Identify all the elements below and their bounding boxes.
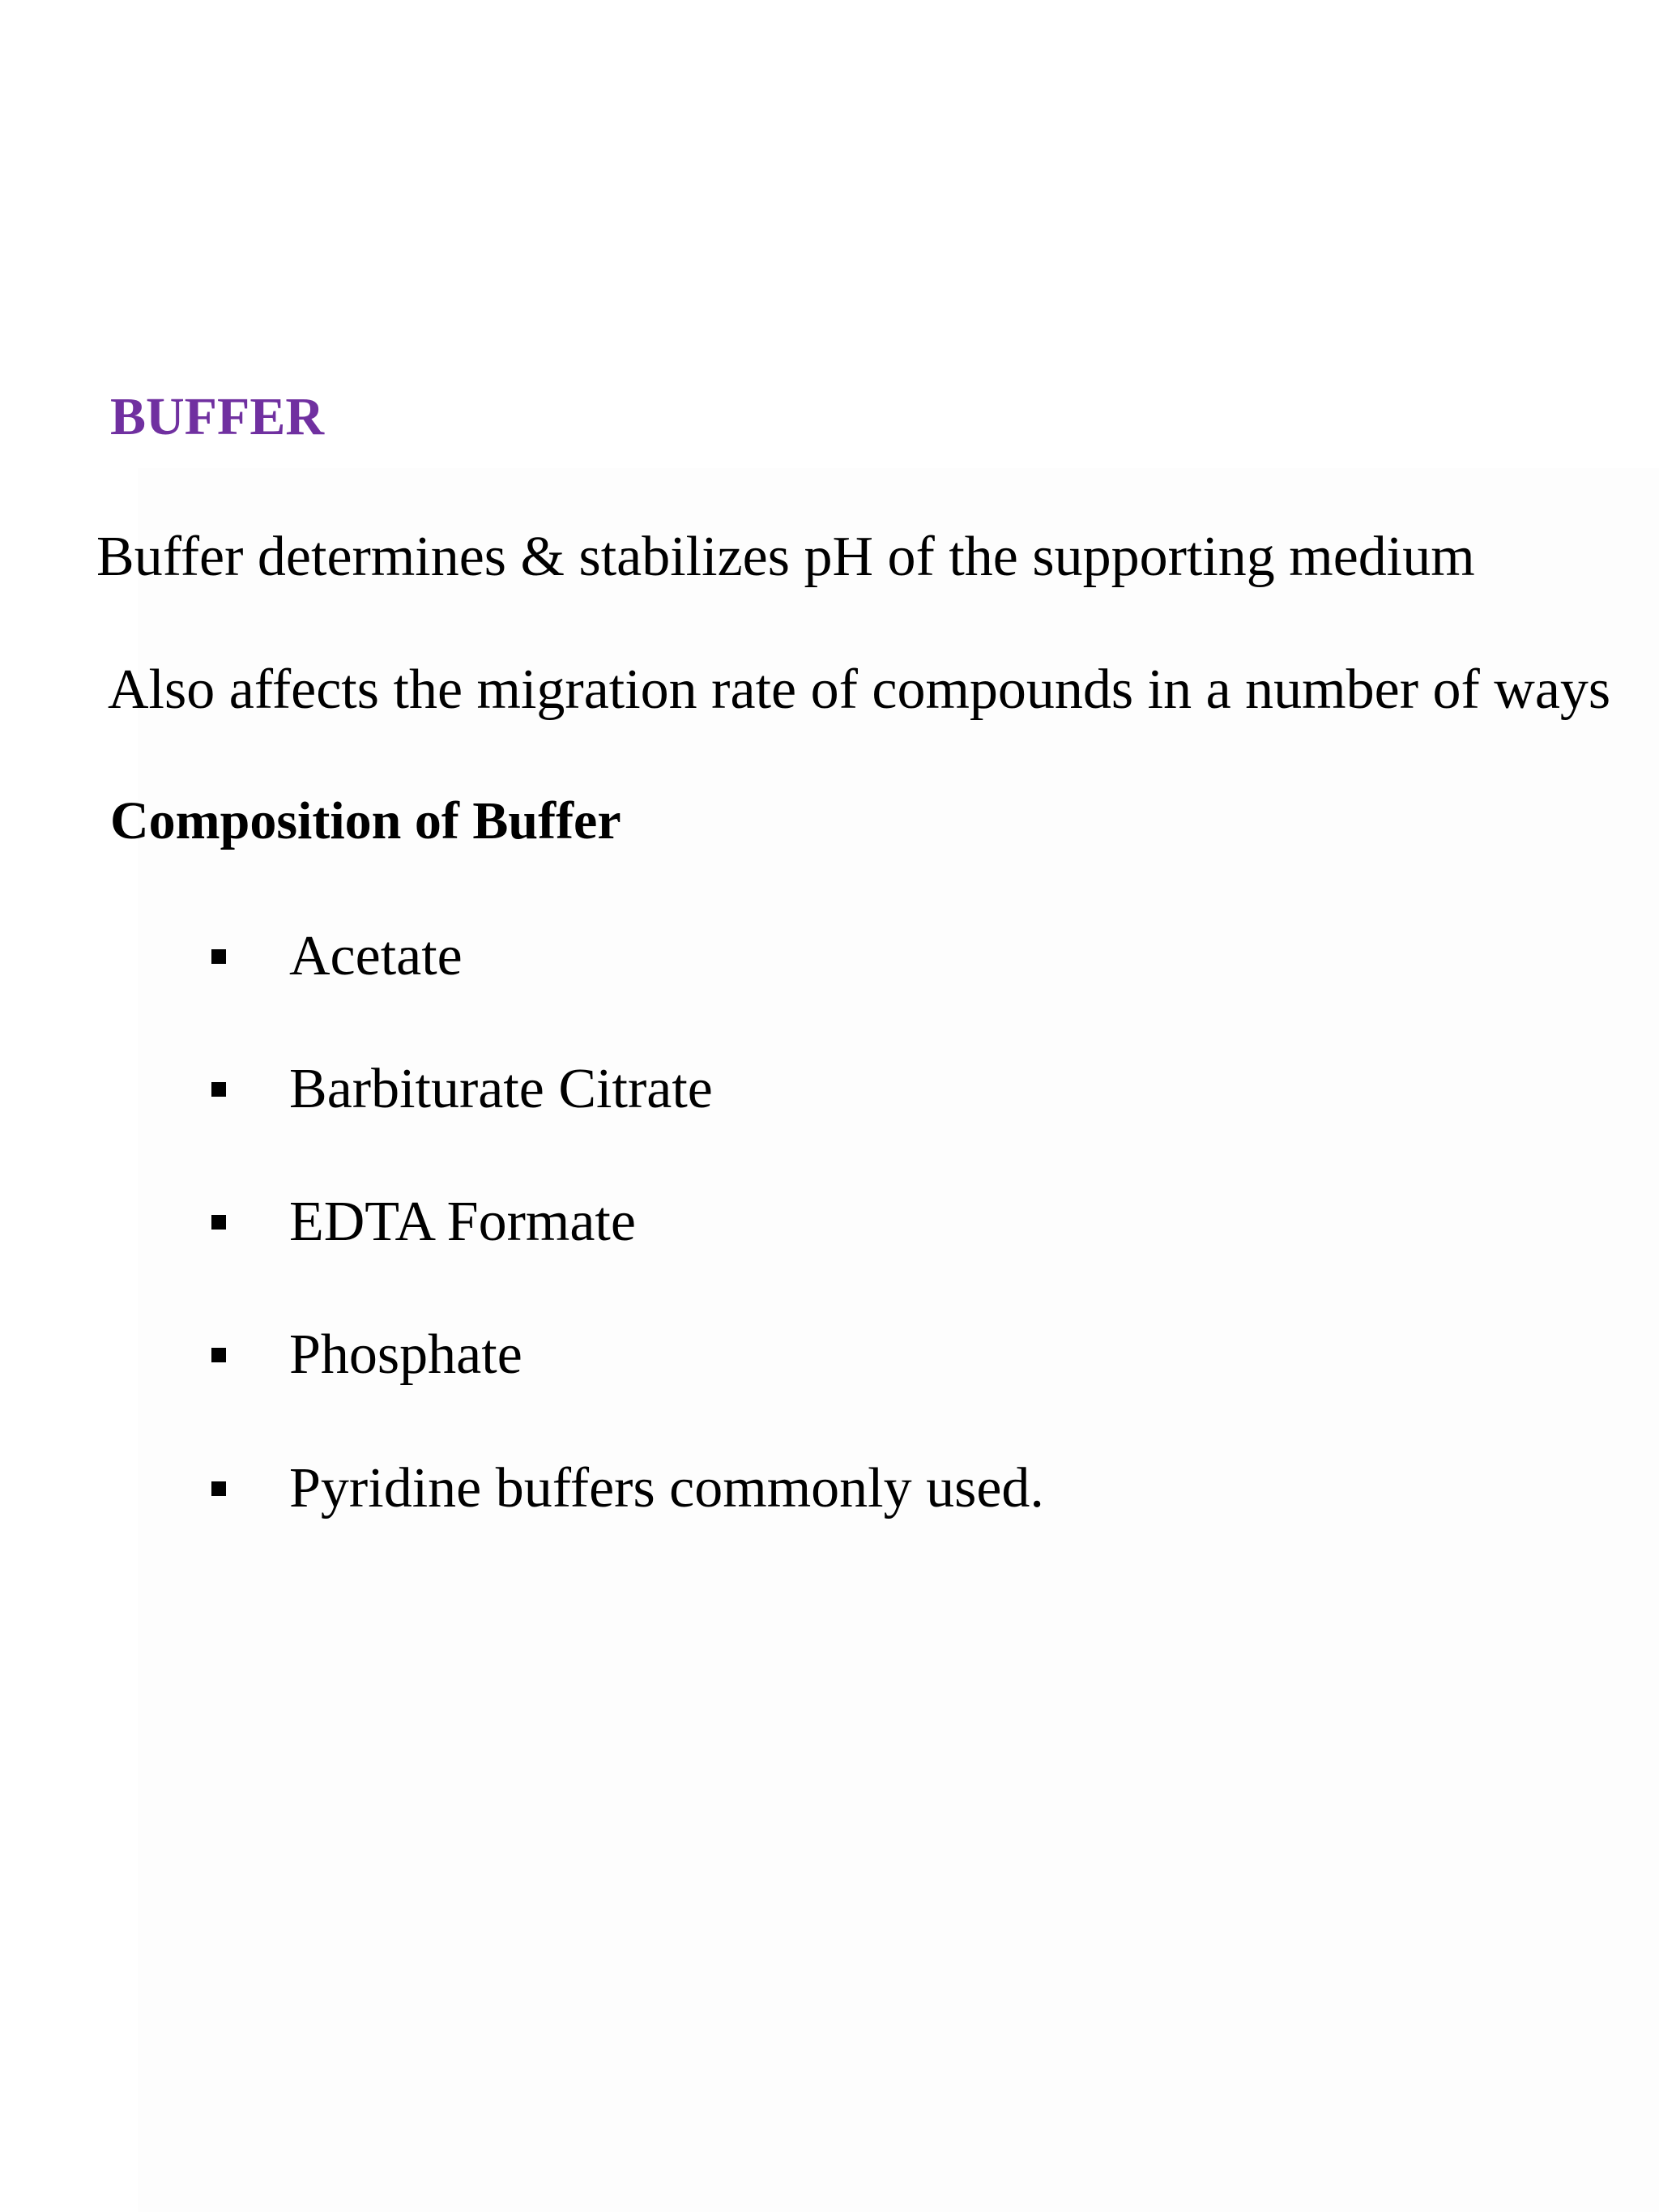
square-bullet-icon	[211, 949, 226, 964]
square-bullet-icon	[211, 1082, 226, 1097]
composition-subheading: Composition of Buffer	[110, 791, 621, 850]
list-item	[0, 1058, 1659, 1126]
list-item	[0, 1323, 1659, 1392]
paragraph-migration-rate: Also affects the migration rate of compounds in a number of ways	[108, 658, 1611, 721]
list-item	[0, 1191, 1659, 1259]
list-item-label: EDTA Formate	[289, 1191, 636, 1253]
list-item-label: Acetate	[289, 925, 463, 987]
page-heading: BUFFER	[110, 387, 324, 446]
square-bullet-icon	[211, 1348, 226, 1362]
list-item	[0, 1457, 1659, 1525]
list-item	[0, 925, 1659, 993]
list-item-label: Pyridine buffers commonly used.	[289, 1457, 1044, 1519]
square-bullet-icon	[211, 1481, 226, 1496]
list-item-label: Phosphate	[289, 1323, 522, 1386]
list-item-label: Barbiturate Citrate	[289, 1058, 713, 1120]
paragraph-buffer-definition: Buffer determines & stabilizes pH of the supporting medium	[96, 526, 1475, 588]
square-bullet-icon	[211, 1215, 226, 1230]
